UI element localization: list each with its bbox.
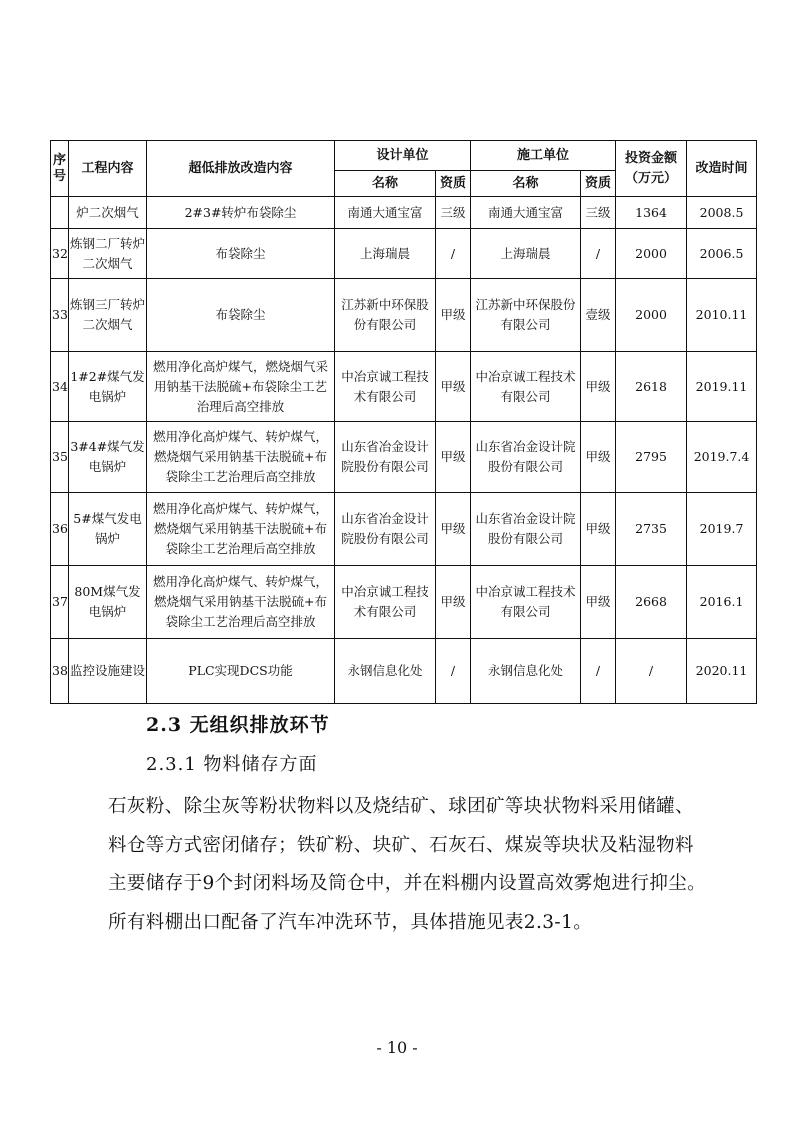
row-invest: 2735 — [616, 493, 687, 566]
row-time: 2019.11 — [687, 352, 757, 422]
row-construct-qual: / — [581, 229, 616, 279]
table-row — [51, 279, 757, 352]
subsection-heading: 2.3.1 物料储存方面 — [146, 754, 318, 775]
row-invest: 2000 — [616, 279, 687, 352]
row-construct: 上海瑞晨 — [471, 229, 581, 279]
header-seq: 序号 — [51, 141, 69, 197]
row-design-qual: 三级 — [436, 197, 471, 229]
row-project: 监控设施建设 — [69, 639, 147, 704]
header-construct-unit: 施工单位 — [471, 141, 616, 171]
row-content: 2#3#转炉布袋除尘 — [147, 197, 335, 229]
header-time: 改造时间 — [687, 141, 757, 197]
row-invest: 2795 — [616, 422, 687, 493]
row-design-qual: 甲级 — [436, 422, 471, 493]
row-no: 32 — [51, 229, 69, 279]
row-design: 南通大通宝富 — [335, 197, 436, 229]
row-construct-qual: 甲级 — [581, 352, 616, 422]
row-construct: 中冶京诚工程技术有限公司 — [471, 352, 581, 422]
row-no: 34 — [51, 352, 69, 422]
row-content: PLC实现DCS功能 — [147, 639, 335, 704]
row-construct-qual: 甲级 — [581, 422, 616, 493]
row-invest: / — [616, 639, 687, 704]
table-row — [51, 493, 757, 566]
header-construct-qual: 资质 — [581, 171, 616, 197]
row-time: 2016.1 — [687, 566, 757, 639]
header-design-unit: 设计单位 — [335, 141, 471, 171]
row-no: 37 — [51, 566, 69, 639]
row-invest: 2000 — [616, 229, 687, 279]
row-no: 36 — [51, 493, 69, 566]
row-design-qual: / — [436, 639, 471, 704]
row-construct: 永钢信息化处 — [471, 639, 581, 704]
row-no: 35 — [51, 422, 69, 493]
row-time: 2006.5 — [687, 229, 757, 279]
row-design-qual: 甲级 — [436, 279, 471, 352]
row-construct: 南通大通宝富 — [471, 197, 581, 229]
row-content: 布袋除尘 — [147, 229, 335, 279]
header-investment: 投资金额（万元） — [616, 141, 687, 197]
header-content: 超低排放改造内容 — [147, 141, 335, 197]
row-construct: 山东省冶金设计院股份有限公司 — [471, 422, 581, 493]
row-construct-qual: 甲级 — [581, 493, 616, 566]
row-project: 3#4#煤气发电锅炉 — [69, 422, 147, 493]
row-design: 上海瑞晨 — [335, 229, 436, 279]
row-project: 80M煤气发电锅炉 — [69, 566, 147, 639]
row-design-qual: / — [436, 229, 471, 279]
row-time: 2020.11 — [687, 639, 757, 704]
emission-retrofit-table — [50, 140, 757, 704]
table-row — [51, 197, 757, 229]
row-content: 燃用净化高炉煤气、转炉煤气，燃烧烟气采用钠基干法脱硫+布袋除尘工艺治理后高空排放 — [147, 566, 335, 639]
table-row — [51, 352, 757, 422]
row-design: 江苏新中环保股份有限公司 — [335, 279, 436, 352]
row-invest: 1364 — [616, 197, 687, 229]
page-number: - 10 - — [376, 1038, 418, 1057]
row-construct-qual: / — [581, 639, 616, 704]
table-row — [51, 639, 757, 704]
row-design: 中冶京诚工程技术有限公司 — [335, 566, 436, 639]
body-paragraph: 石灰粉、除尘灰等粉状物料以及烧结矿、球团矿等块状物料采用储罐、料仓等方式密闭储存；铁矿粉、块矿、石灰石、煤炭等块状及粘湿物料主要储存于9个封闭料场及筒仓中，并在料棚内设置高效雾炮进行抑尘。所有料棚出口配备了汽车冲洗环节，具体措施见表2.3-1。 — [108, 796, 707, 933]
row-project: 5#煤气发电锅炉 — [69, 493, 147, 566]
row-design: 山东省冶金设计院股份有限公司 — [335, 493, 436, 566]
row-time: 2019.7.4 — [687, 422, 757, 493]
row-no — [51, 197, 69, 229]
row-construct-qual: 壹级 — [581, 279, 616, 352]
row-design-qual: 甲级 — [436, 566, 471, 639]
row-invest: 2618 — [616, 352, 687, 422]
row-content: 燃用净化高炉煤气，燃烧烟气采用钠基干法脱硫+布袋除尘工艺治理后高空排放 — [147, 352, 335, 422]
row-project: 炉二次烟气 — [69, 197, 147, 229]
row-design: 山东省冶金设计院股份有限公司 — [335, 422, 436, 493]
row-content: 布袋除尘 — [147, 279, 335, 352]
row-construct-qual: 甲级 — [581, 566, 616, 639]
row-time: 2008.5 — [687, 197, 757, 229]
row-time: 2019.7 — [687, 493, 757, 566]
row-construct-qual: 三级 — [581, 197, 616, 229]
row-design: 中冶京诚工程技术有限公司 — [335, 352, 436, 422]
row-content: 燃用净化高炉煤气、转炉煤气，燃烧烟气采用钠基干法脱硫+布袋除尘工艺治理后高空排放 — [147, 493, 335, 566]
table-row — [51, 566, 757, 639]
row-design-qual: 甲级 — [436, 352, 471, 422]
header-construct-name: 名称 — [471, 171, 581, 197]
section-heading: 2.3 无组织排放环节 — [146, 714, 330, 736]
header-design-qual: 资质 — [436, 171, 471, 197]
row-construct: 中冶京诚工程技术有限公司 — [471, 566, 581, 639]
row-construct: 山东省冶金设计院股份有限公司 — [471, 493, 581, 566]
row-project: 炼钢三厂转炉二次烟气 — [69, 279, 147, 352]
row-no: 38 — [51, 639, 69, 704]
row-project: 1#2#煤气发电锅炉 — [69, 352, 147, 422]
row-time: 2010.11 — [687, 279, 757, 352]
table-row — [51, 422, 757, 493]
row-design: 永钢信息化处 — [335, 639, 436, 704]
header-design-name: 名称 — [335, 171, 436, 197]
row-no: 33 — [51, 279, 69, 352]
table-row — [51, 229, 757, 279]
row-invest: 2668 — [616, 566, 687, 639]
row-construct: 江苏新中环保股份有限公司 — [471, 279, 581, 352]
row-design-qual: 甲级 — [436, 493, 471, 566]
header-project: 工程内容 — [69, 141, 147, 197]
row-content: 燃用净化高炉煤气、转炉煤气，燃烧烟气采用钠基干法脱硫+布袋除尘工艺治理后高空排放 — [147, 422, 335, 493]
row-project: 炼钢二厂转炉二次烟气 — [69, 229, 147, 279]
